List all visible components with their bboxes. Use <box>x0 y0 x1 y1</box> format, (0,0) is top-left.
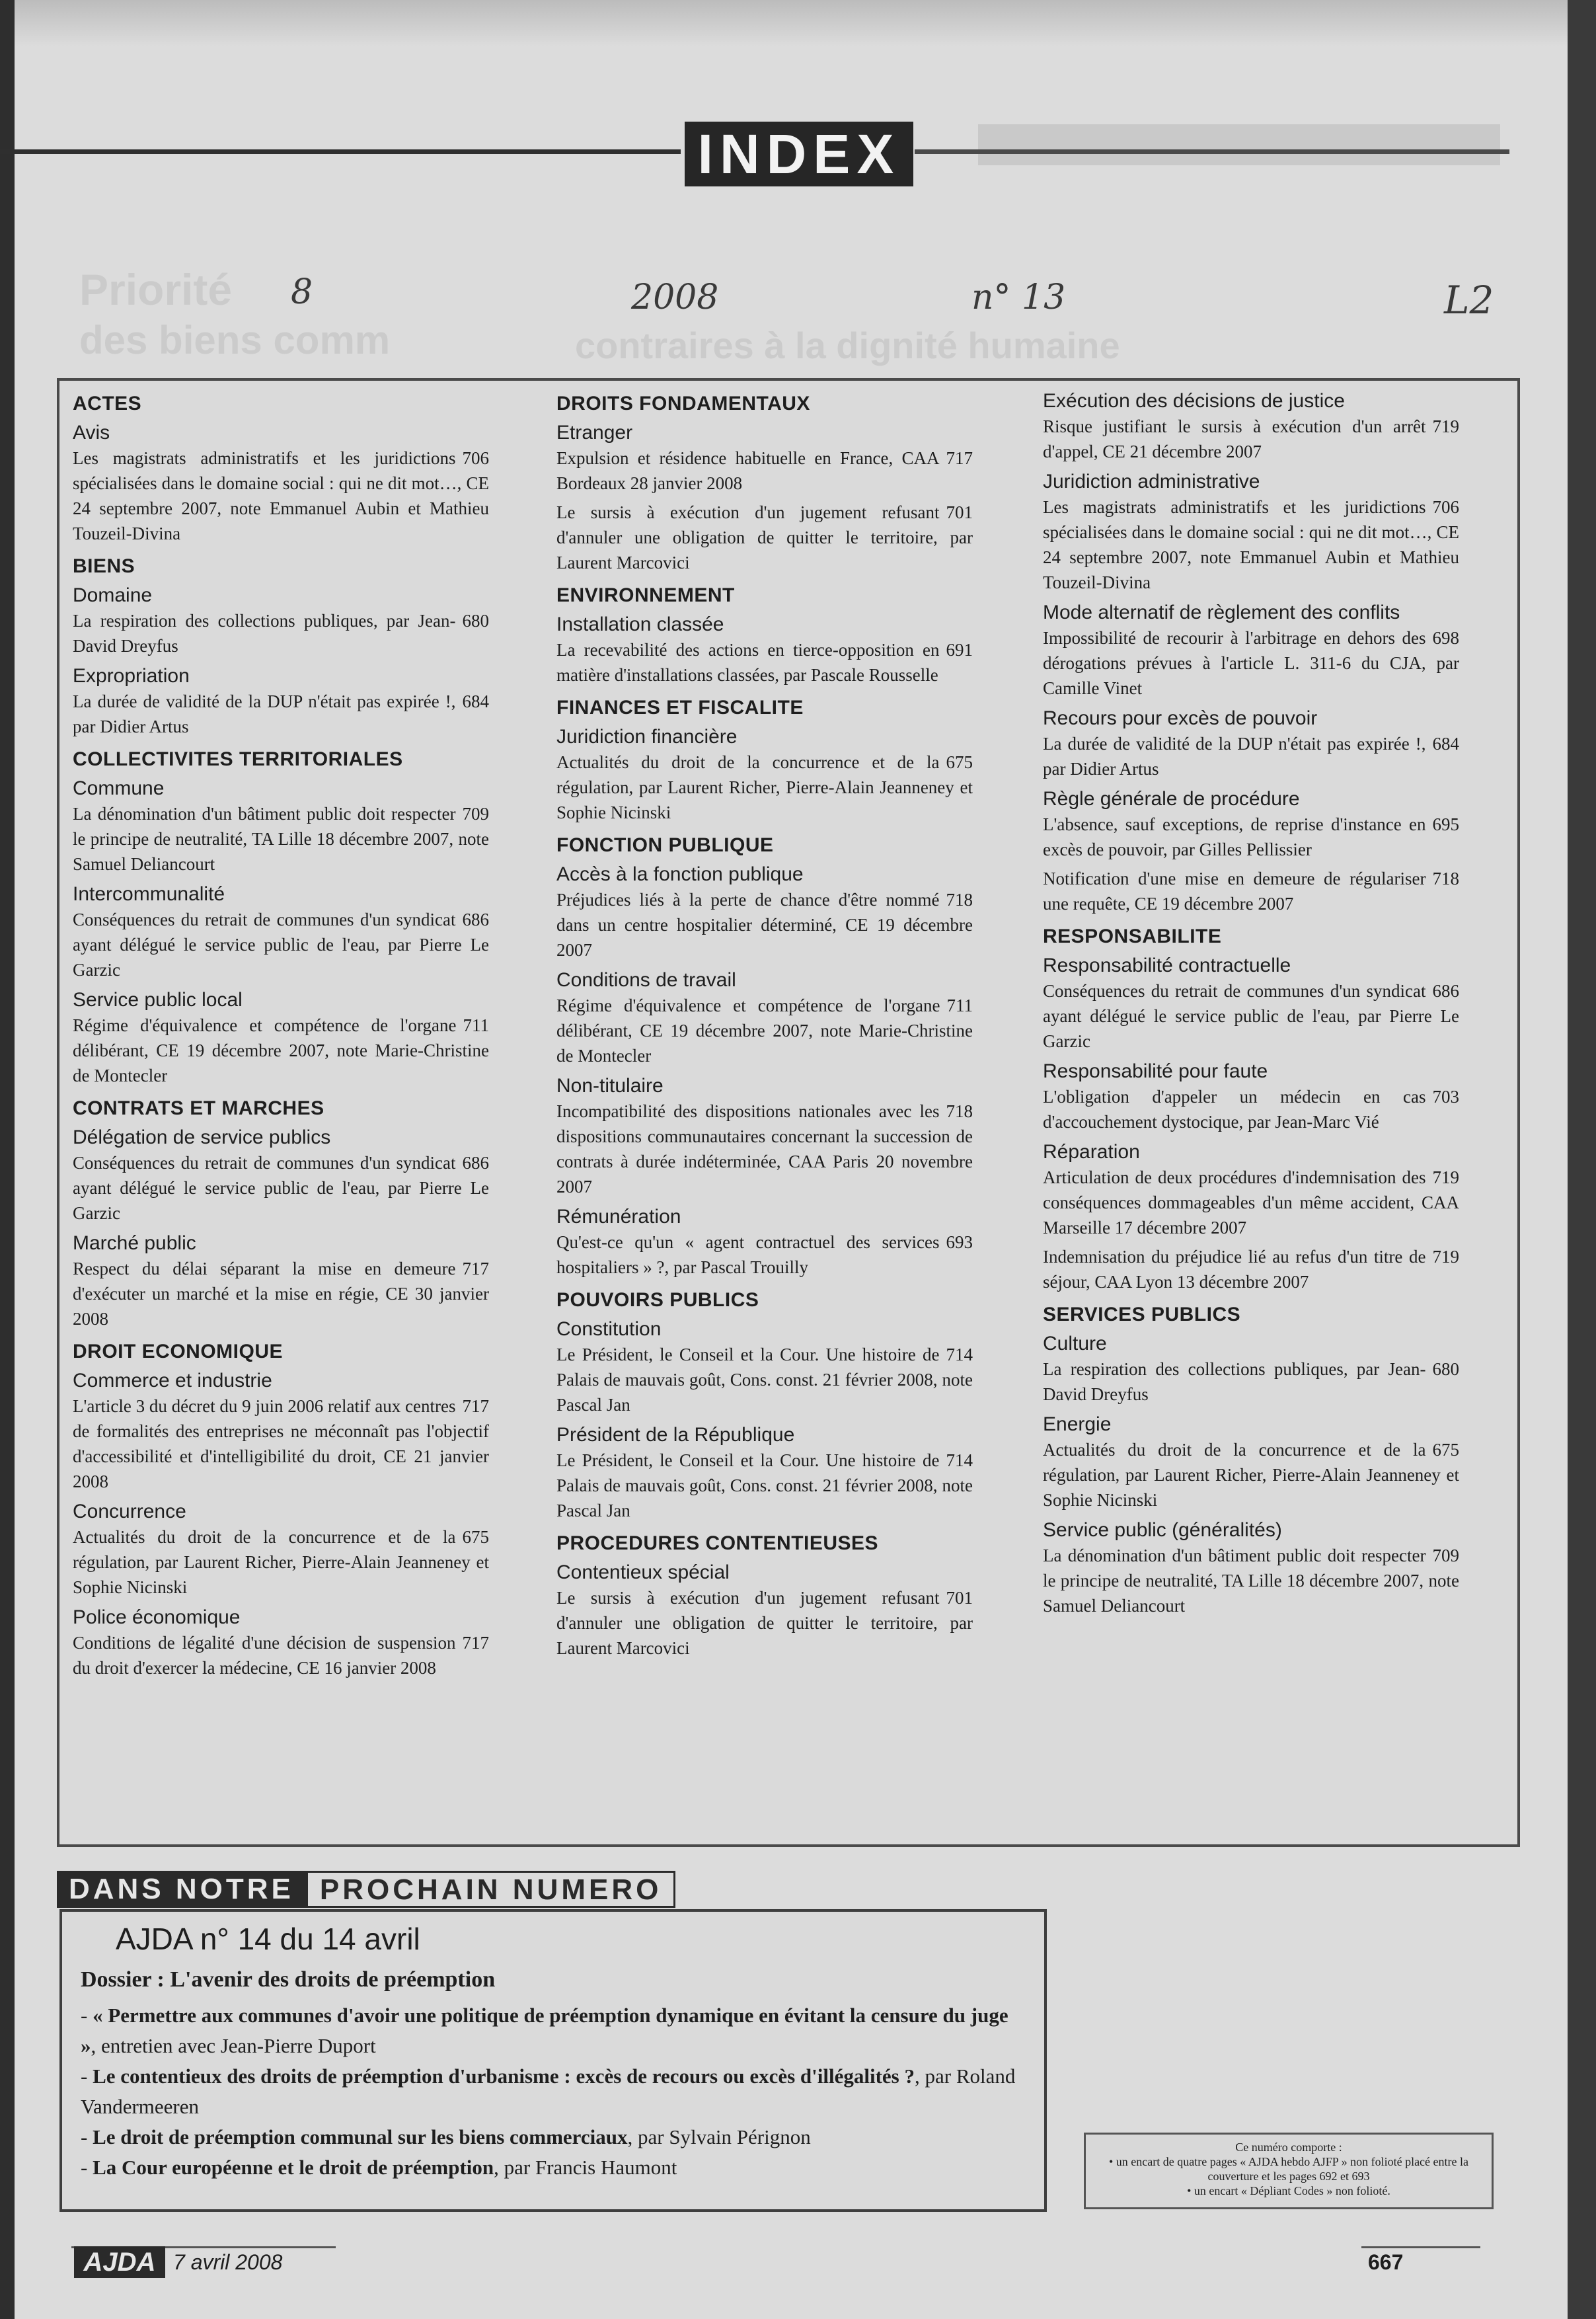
entry-page-number: 709 <box>462 804 489 824</box>
subsection-heading: Règle générale de procédure <box>1043 788 1300 810</box>
index-column-1 <box>73 383 489 1684</box>
ajda-logo: AJDA <box>74 2246 165 2278</box>
entry-page-number: 701 <box>946 502 973 522</box>
subsection-heading: Délégation de service publics <box>73 1126 331 1148</box>
index-entry <box>73 1524 489 1600</box>
entry-text: Notification d'une mise en demeure de régulariser une requête, CE 19 décembre 2007 <box>1043 869 1426 914</box>
index-entry <box>556 1342 973 1417</box>
subsection-heading: Responsabilité contractuelle <box>1043 955 1291 976</box>
index-entry <box>1043 494 1459 595</box>
index-entry <box>73 907 489 982</box>
index-entry <box>73 1013 489 1088</box>
entry-text: Les magistrats administratifs et les juridictions spécialisées dans le domaine social : qui ne dit mot…, CE 24 septembre 2007, note Emmanuel Aubin et Mathieu Touzeil-Divina <box>1043 497 1459 592</box>
list-item: - Le droit de préemption communal sur les biens commerciaux, par Sylvain Pérignon <box>81 2125 811 2148</box>
index-entry <box>73 446 489 546</box>
entry-page-number: 717 <box>462 1633 489 1653</box>
prochain-label-2: PROCHAIN NUMERO <box>306 1871 675 1908</box>
handwritten-note-left: 8 <box>291 272 313 312</box>
index-entry <box>1043 731 1459 781</box>
entry-page-number: 680 <box>462 611 489 631</box>
entry-text: Incompatibilité des dispositions nationales avec les dispositions communautaires concernant la succession de contrats à durée indéterminée, CAA Paris 20 novembre 2007 <box>556 1101 973 1197</box>
entry-text: La durée de validité de la DUP n'était pas expirée !, par Didier Artus <box>73 691 456 736</box>
page-number: 667 <box>1368 2250 1404 2274</box>
prochain-label-1: DANS NOTRE <box>57 1871 306 1908</box>
index-column-2 <box>556 383 973 1665</box>
subsection-heading: Responsabilité pour faute <box>1043 1060 1268 1082</box>
next-issue-list <box>81 2000 1019 2183</box>
index-entry <box>1043 414 1459 464</box>
index-entry <box>556 637 973 688</box>
subsection-heading: Juridiction administrative <box>1043 471 1260 492</box>
handwritten-note-right: n° 13 <box>971 278 1066 317</box>
footer-rule-right <box>1361 2246 1480 2248</box>
entry-text: Régime d'équivalence et compétence de l'organe délibérant, CE 19 décembre 2007, note Marie-Christine de Montecler <box>556 996 973 1066</box>
section-heading: DROITS FONDAMENTAUX <box>556 393 810 414</box>
note-line: • un encart de quatre pages « AJDA hebdo AJFP » non folioté placé entre la couverture et les pages 692 et 693 <box>1109 2155 1468 2183</box>
subsection-heading: Service public (généralités) <box>1043 1519 1282 1541</box>
section-heading: RESPONSABILITE <box>1043 925 1222 947</box>
index-entry <box>1043 866 1459 916</box>
section-heading: POUVOIRS PUBLICS <box>556 1289 759 1311</box>
section-heading: FINANCES ET FISCALITE <box>556 697 804 719</box>
entry-text: Actualités du droit de la concurrence et de la régulation, par Laurent Richer, Pierre-Alain Jeanneney et Sophie Nicinski <box>73 1527 489 1597</box>
subsection-heading: Installation classée <box>556 613 724 635</box>
index-entry <box>1043 625 1459 701</box>
entry-page-number: 698 <box>1432 628 1459 648</box>
issue-contents-note <box>1084 2133 1494 2209</box>
index-entry <box>556 750 973 825</box>
entry-text: Respect du délai séparant la mise en demeure d'exécuter un marché et la mise en régie, CE 30 janvier 2008 <box>73 1259 489 1329</box>
entry-page-number: 711 <box>946 996 973 1015</box>
entry-page-number: 675 <box>462 1527 489 1547</box>
subsection-heading: Rémunération <box>556 1206 681 1228</box>
entry-page-number: 717 <box>462 1396 489 1416</box>
entry-page-number: 718 <box>946 890 973 910</box>
top-shade <box>15 0 1568 46</box>
index-entry <box>556 993 973 1068</box>
index-entry <box>556 1230 973 1280</box>
entry-text: Les magistrats administratifs et les juridictions spécialisées dans le domaine social : qui ne dit mot…, CE 24 septembre 2007, note Emmanuel Aubin et Mathieu Touzeil-Divina <box>73 448 489 543</box>
entry-text: Expulsion et résidence habituelle en France, CAA Bordeaux 28 janvier 2008 <box>556 448 940 493</box>
subsection-heading: Non-titulaire <box>556 1075 664 1097</box>
subsection-heading: Président de la République <box>556 1424 795 1446</box>
subsection-heading: Domaine <box>73 584 153 606</box>
index-entry <box>556 1448 973 1523</box>
subsection-heading: Culture <box>1043 1333 1107 1355</box>
entry-text: La recevabilité des actions en tierce-opposition en matière d'installations classées, par Pascale Rousselle <box>556 640 940 685</box>
entry-page-number: 684 <box>462 691 489 711</box>
entry-text: La dénomination d'un bâtiment public doit respecter le principe de neutralité, TA Lille 18 décembre 2007, note Samuel Deliancourt <box>1043 1546 1459 1616</box>
entry-page-number: 718 <box>1432 869 1459 888</box>
section-heading: ENVIRONNEMENT <box>556 584 735 606</box>
entry-page-number: 675 <box>1432 1440 1459 1460</box>
index-title: INDEX <box>685 122 913 186</box>
header-ghost-bar <box>978 124 1500 165</box>
index-entry <box>1043 1356 1459 1407</box>
entry-page-number: 709 <box>1432 1546 1459 1565</box>
right-edge <box>1568 0 1596 2319</box>
index-entry <box>556 1099 973 1199</box>
entry-page-number: 717 <box>946 448 973 468</box>
entry-text: Le sursis à exécution d'un jugement refusant d'annuler une obligation de quitter le territoire, par Laurent Marcovici <box>556 1588 973 1658</box>
entry-page-number: 719 <box>1432 1247 1459 1267</box>
index-entry <box>73 1256 489 1331</box>
entry-page-number: 695 <box>1432 814 1459 834</box>
section-heading: COLLECTIVITES TERRITORIALES <box>73 748 403 770</box>
entry-page-number: 706 <box>1432 497 1459 517</box>
entry-page-number: 719 <box>1432 416 1459 436</box>
index-entry <box>1043 1543 1459 1618</box>
entry-text: L'article 3 du décret du 9 juin 2006 relatif aux centres de formalités des entreprises ne méconnaît pas l'objectif d'accessibilité et d'intelligibilité du droit, CE 21 janvier 2008 <box>73 1396 489 1491</box>
subsection-heading: Commerce et industrie <box>73 1370 272 1392</box>
section-heading: BIENS <box>73 555 135 577</box>
section-heading: CONTRATS ET MARCHES <box>73 1097 324 1119</box>
subsection-heading: Avis <box>73 422 110 444</box>
entry-text: Régime d'équivalence et compétence de l'organe délibérant, CE 19 décembre 2007, note Marie-Christine de Montecler <box>73 1015 489 1085</box>
entry-text: Le sursis à exécution d'un jugement refusant d'annuler une obligation de quitter le territoire, par Laurent Marcovici <box>556 502 973 572</box>
section-heading: SERVICES PUBLICS <box>1043 1304 1241 1325</box>
entry-text: L'obligation d'appeler un médecin en cas d'accouchement dystocique, par Jean-Marc Vié <box>1043 1087 1426 1132</box>
entry-text: Conséquences du retrait de communes d'un syndicat ayant délégué le service public de l'eau, par Pierre Le Garzic <box>73 1153 489 1223</box>
next-issue-dossier: Dossier : L'avenir des droits de préemption <box>81 1967 496 1992</box>
subsection-heading: Expropriation <box>73 665 190 687</box>
index-entry <box>556 500 973 575</box>
entry-page-number: 686 <box>462 910 489 929</box>
subsection-heading: Marché public <box>73 1232 196 1254</box>
index-entry <box>1043 1244 1459 1294</box>
entry-text: Le Président, le Conseil et la Cour. Une histoire de Palais de mauvais goût, Cons. const. 21 février 2008, note Pascal Jan <box>556 1450 973 1520</box>
entry-page-number: 686 <box>462 1153 489 1173</box>
entry-page-number: 719 <box>1432 1167 1459 1187</box>
index-entry <box>1043 1165 1459 1240</box>
entry-page-number: 693 <box>946 1232 973 1252</box>
subsection-heading: Constitution <box>556 1318 662 1340</box>
subsection-heading: Concurrence <box>73 1501 186 1522</box>
entry-text: Actualités du droit de la concurrence et de la régulation, par Laurent Richer, Pierre-Alain Jeanneney et Sophie Nicinski <box>1043 1440 1459 1510</box>
subsection-heading: Mode alternatif de règlement des conflits <box>1043 602 1400 623</box>
entry-text: Préjudices liés à la perte de chance d'être nommé dans un centre hospitalier déterminé, CE 19 décembre 2007 <box>556 890 973 960</box>
index-entry <box>1043 1084 1459 1134</box>
entry-text: Conséquences du retrait de communes d'un syndicat ayant délégué le service public de l'eau, par Pierre Le Garzic <box>73 910 489 980</box>
ghost-text-3: contraires à la dignité humaine <box>575 325 1120 366</box>
entry-text: La dénomination d'un bâtiment public doit respecter le principe de neutralité, TA Lille 18 décembre 2007, note Samuel Deliancourt <box>73 804 489 874</box>
index-entry <box>73 801 489 877</box>
entry-page-number: 701 <box>946 1588 973 1608</box>
header-rule-right <box>915 149 1509 154</box>
subsection-heading: Intercommunalité <box>73 883 225 905</box>
footer-date: 7 avril 2008 <box>173 2250 283 2274</box>
entry-page-number: 684 <box>1432 734 1459 754</box>
index-entry <box>1043 978 1459 1054</box>
subsection-heading: Recours pour excès de pouvoir <box>1043 707 1318 729</box>
entry-page-number: 714 <box>946 1450 973 1470</box>
entry-text: La respiration des collections publiques, par Jean-David Dreyfus <box>73 611 456 656</box>
subsection-heading: Exécution des décisions de justice <box>1043 390 1345 412</box>
index-entry <box>73 1630 489 1680</box>
entry-page-number: 714 <box>946 1345 973 1364</box>
index-column-3 <box>1043 383 1459 1622</box>
entry-page-number: 718 <box>946 1101 973 1121</box>
index-entry <box>1043 812 1459 862</box>
entry-text: Conséquences du retrait de communes d'un syndicat ayant délégué le service public de l'eau, par Pierre Le Garzic <box>1043 981 1459 1051</box>
entry-page-number: 680 <box>1432 1359 1459 1379</box>
prochain-numero-header <box>57 1871 675 1908</box>
entry-page-number: 706 <box>462 448 489 468</box>
subsection-heading: Energie <box>1043 1413 1112 1435</box>
entry-page-number: 711 <box>463 1015 489 1035</box>
subsection-heading: Contentieux spécial <box>556 1561 730 1583</box>
entry-text: Indemnisation du préjudice lié au refus d'un titre de séjour, CAA Lyon 13 décembre 2007 <box>1043 1247 1426 1292</box>
entry-page-number: 675 <box>946 752 973 772</box>
section-heading: ACTES <box>73 393 142 414</box>
handwritten-note-far-right: L2 <box>1444 278 1494 323</box>
ghost-text-2: des biens comm <box>79 318 391 362</box>
index-entry <box>73 608 489 658</box>
subsection-heading: Juridiction financière <box>556 726 738 748</box>
entry-text: Risque justifiant le sursis à exécution d'un arrêt d'appel, CE 21 décembre 2007 <box>1043 416 1426 461</box>
ghost-text-1: Priorité <box>79 265 233 314</box>
index-entry <box>556 887 973 963</box>
list-item: - La Cour européenne et le droit de préemption, par Francis Haumont <box>81 2156 677 2179</box>
entry-text: Impossibilité de recourir à l'arbitrage en dehors des dérogations prévues à l'article L. 311-6 du CJA, par Camille Vinet <box>1043 628 1459 698</box>
note-line: • un encart « Dépliant Codes » non folioté. <box>1187 2184 1390 2197</box>
entry-text: Articulation de deux procédures d'indemnisation des conséquences dommageables d'un même accident, CAA Marseille 17 décembre 2007 <box>1043 1167 1459 1238</box>
section-heading: DROIT ECONOMIQUE <box>73 1341 284 1362</box>
entry-text: L'absence, sauf exceptions, de reprise d'instance en excès de pouvoir, par Gilles Pellissier <box>1043 814 1426 859</box>
index-entry <box>73 689 489 739</box>
section-heading: PROCEDURES CONTENTIEUSES <box>556 1532 879 1554</box>
entry-page-number: 686 <box>1432 981 1459 1001</box>
subsection-heading: Service public local <box>73 989 243 1011</box>
index-entry <box>556 1585 973 1661</box>
entry-page-number: 717 <box>462 1259 489 1278</box>
index-entry <box>1043 1437 1459 1513</box>
entry-text: Actualités du droit de la concurrence et de la régulation, par Laurent Richer, Pierre-Alain Jeanneney et Sophie Nicinski <box>556 752 973 822</box>
index-entry <box>73 1150 489 1226</box>
index-entry <box>556 446 973 496</box>
subsection-heading: Conditions de travail <box>556 969 736 991</box>
header-rule-left <box>0 149 681 154</box>
entry-text: La respiration des collections publiques, par Jean-David Dreyfus <box>1043 1359 1426 1404</box>
entry-text: La durée de validité de la DUP n'était pas expirée !, par Didier Artus <box>1043 734 1426 779</box>
list-item: - Le contentieux des droits de préemption d'urbanisme : excès de recours ou excès d'illégalités ?, par Roland Vandermeeren <box>81 2064 1016 2118</box>
index-entry <box>73 1394 489 1494</box>
subsection-heading: Commune <box>73 777 165 799</box>
subsection-heading: Police économique <box>73 1606 241 1628</box>
entry-text: Conditions de légalité d'une décision de suspension du droit d'exercer la médecine, CE 16 janvier 2008 <box>73 1633 456 1678</box>
subsection-heading: Accès à la fonction publique <box>556 863 804 885</box>
next-issue-title: AJDA n° 14 du 14 avril <box>116 1922 420 1956</box>
subsection-heading: Réparation <box>1043 1141 1140 1163</box>
handwritten-note-middle: 2008 <box>631 278 719 317</box>
note-line: Ce numéro comporte : <box>1235 2141 1342 2154</box>
entry-text: Le Président, le Conseil et la Cour. Une histoire de Palais de mauvais goût, Cons. const. 21 février 2008, note Pascal Jan <box>556 1345 973 1415</box>
entry-text: Qu'est-ce qu'un « agent contractuel des services hospitaliers » ?, par Pascal Trouilly <box>556 1232 940 1277</box>
entry-page-number: 703 <box>1432 1087 1459 1107</box>
list-item: - « Permettre aux communes d'avoir une politique de préemption dynamique en évitant la censure du juge », entretien avec Jean-Pierre Duport <box>81 2004 1008 2057</box>
subsection-heading: Etranger <box>556 422 633 444</box>
section-heading: FONCTION PUBLIQUE <box>556 834 774 856</box>
entry-page-number: 691 <box>946 640 973 660</box>
